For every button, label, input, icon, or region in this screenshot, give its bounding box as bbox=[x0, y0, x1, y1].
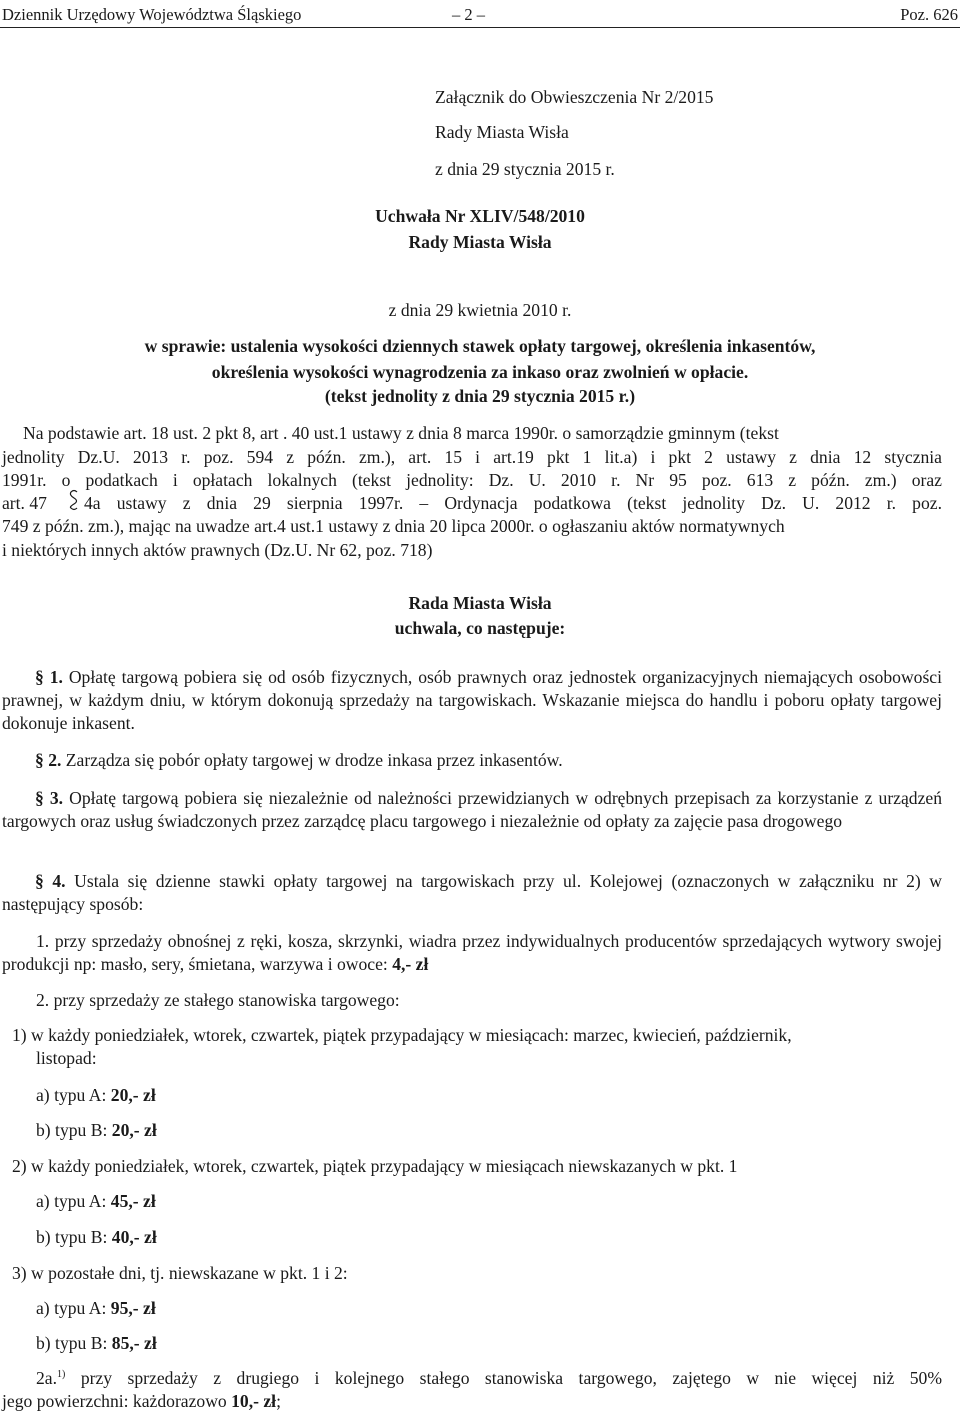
basis-line-2: jednolity Dz.U. 2013 r. poz. 594 z późn. zm.), art. 15 i art.19 pkt 1 lit.a) i pkt 2 ustawy z dnia 12 stycznia bbox=[2, 447, 942, 467]
rate-point-1 bbox=[2, 930, 942, 976]
annex-line-1: Załącznik do Obwieszczenia Nr 2/2015 bbox=[435, 87, 714, 107]
rate-item-2-a-label: a) typu A: bbox=[36, 1191, 107, 1211]
rate-item-1-a-label: a) typu A: bbox=[36, 1085, 107, 1105]
section-3-number: § 3. bbox=[35, 788, 64, 808]
resolution-council: Rady Miasta Wisła bbox=[408, 232, 552, 252]
rate-point-1-text: 1. przy sprzedaży obnośnej z ręki, kosza, skrzynki, wiadra przez indywidualnych producentów sprzedających wytwory swojej produkcji np: masło, sery, śmietana, warzywa i owoce: bbox=[2, 931, 942, 974]
rate-item-3-b bbox=[36, 1332, 157, 1355]
rate-item-1-cont: listopad: bbox=[36, 1048, 97, 1068]
rate-point-2a-cont bbox=[2, 1390, 281, 1413]
rate-point-2: 2. przy sprzedaży ze stałego stanowiska targowego: bbox=[36, 990, 400, 1010]
rate-item-3-a-amount: 95,- zł bbox=[110, 1298, 156, 1318]
rate-item-1-b-amount: 20,- zł bbox=[111, 1120, 157, 1140]
section-4-text: Ustala się dzienne stawki opłaty targowej na targowiskach przy ul. Kolejowej (oznaczonych w załączniku nr 2) w następujący sposób: bbox=[2, 871, 943, 914]
resolution-subject-1: w sprawie: ustalenia wysokości dziennych stawek opłaty targowej, określenia inkasentów, bbox=[144, 336, 816, 356]
rate-point-2a-end: ; bbox=[276, 1391, 281, 1411]
rate-item-3-b-amount: 85,- zł bbox=[111, 1333, 157, 1353]
rate-item-1-b bbox=[36, 1119, 157, 1142]
section-1-number: § 1. bbox=[35, 667, 63, 687]
header-divider bbox=[0, 27, 960, 28]
rate-item-2: 2) w każdy poniedziałek, wtorek, czwartek, piątek przypadający w miesiącach niewskazanych w pkt. 1 bbox=[12, 1156, 738, 1176]
rate-item-2-a-amount: 45,- zł bbox=[110, 1191, 156, 1211]
section-1-text: Opłatę targową pobiera się od osób fizycznych, osób prawnych oraz jednostek organizacyjnych niemających osobowości prawnej, w każdym dniu, w którym dokonują sprzedaży na targowiskach. Wskazanie miejsca do handlu i poboru opłaty targowej dokonuje inkasent. bbox=[2, 667, 942, 733]
section-4 bbox=[2, 870, 942, 916]
council-enacts: uchwala, co następuje: bbox=[394, 618, 566, 638]
section-4-number: § 4. bbox=[35, 871, 66, 891]
council-name: Rada Miasta Wisła bbox=[408, 593, 552, 613]
section-sign-icon bbox=[68, 489, 80, 517]
rate-item-2-a bbox=[36, 1190, 156, 1213]
page-number: – 2 – bbox=[452, 5, 485, 24]
rate-point-2a-number: 2a. bbox=[36, 1368, 58, 1388]
rate-item-3-a bbox=[36, 1297, 156, 1320]
basis-line-6: i niektórych innych aktów prawnych (Dz.U. Nr 62, poz. 718) bbox=[2, 540, 433, 560]
rate-item-1-a-amount: 20,- zł bbox=[110, 1085, 156, 1105]
basis-line-4: 4a ustawy z dnia 29 sierpnia 1997r. – Ordynacja podatkowa (tekst jednolity Dz. U. 2012 r. poz. bbox=[84, 493, 942, 513]
rate-point-2a-text: przy sprzedaży z drugiego i kolejnego stałego stanowiska targowego, zajętego w nie więcej niż 50% bbox=[80, 1368, 942, 1388]
resolution-subject-2: określenia wysokości wynagrodzenia za inkaso oraz zwolnień w opłacie. bbox=[211, 362, 749, 382]
basis-line-1: Na podstawie art. 18 ust. 2 pkt 8, art . 40 ust.1 ustawy z dnia 8 marca 1990r. o samorządzie gminnym (tekst bbox=[23, 423, 779, 443]
rate-point-2a-amount: 10,- zł bbox=[231, 1391, 277, 1411]
resolution-subject-3: (tekst jednolity z dnia 29 stycznia 2015 r.) bbox=[324, 386, 636, 406]
annex-line-3: z dnia 29 stycznia 2015 r. bbox=[435, 159, 615, 179]
rate-item-3: 3) w pozostałe dni, tj. niewskazane w pkt. 1 i 2: bbox=[12, 1263, 348, 1283]
section-2-text: Zarządza się pobór opłaty targowej w drodze inkasa przez inkasentów. bbox=[65, 750, 563, 770]
rate-point-1-amount: 4,- zł bbox=[392, 953, 429, 974]
rate-item-1: 1) w każdy poniedziałek, wtorek, czwartek, piątek przypadający w miesiącach: marzec, kwiecień, październik, bbox=[12, 1025, 792, 1045]
rate-item-2-b bbox=[36, 1226, 157, 1249]
running-header bbox=[0, 0, 960, 30]
journal-name: Dziennik Urzędowy Województwa Śląskiego bbox=[2, 5, 302, 24]
rate-item-2-b-amount: 40,- zł bbox=[111, 1227, 157, 1247]
section-2 bbox=[2, 749, 942, 772]
rate-item-1-b-label: b) typu B: bbox=[36, 1120, 108, 1140]
rate-point-2a-cont-text: jego powierzchni: każdorazowo bbox=[2, 1391, 227, 1411]
basis-line-3: 1991r. o podatkach i opłatach lokalnych (tekst jednolity: Dz. U. 2010 r. Nr 95 poz. 613 z późn. zm.) oraz bbox=[2, 470, 942, 490]
rate-item-2-b-label: b) typu B: bbox=[36, 1227, 108, 1247]
rate-point-2a bbox=[36, 1367, 942, 1390]
section-3 bbox=[2, 787, 942, 833]
rate-item-3-a-label: a) typu A: bbox=[36, 1298, 107, 1318]
footnote-marker[interactable]: 1) bbox=[57, 1369, 66, 1381]
basis-line-4-start: art. 47 bbox=[2, 493, 47, 513]
section-3-text: Opłatę targową pobiera się niezależnie od należności przewidzianych w odrębnych przepisach za korzystanie z urządzeń targowych oraz usług świadczonych przez zarządcę placu targowego i niezależnie od opłaty za zajęcie pasa drogowego bbox=[2, 788, 943, 831]
section-1 bbox=[2, 666, 942, 735]
annex-line-2: Rady Miasta Wisła bbox=[435, 122, 569, 142]
rate-item-1-a bbox=[36, 1084, 156, 1107]
rate-item-3-b-label: b) typu B: bbox=[36, 1333, 108, 1353]
position-number: Poz. 626 bbox=[900, 5, 958, 24]
resolution-title: Uchwała Nr XLIV/548/2010 bbox=[375, 206, 585, 226]
resolution-date: z dnia 29 kwietnia 2010 r. bbox=[388, 300, 572, 320]
section-2-number: § 2. bbox=[35, 750, 62, 770]
basis-line-5: 749 z późn. zm.), mając na uwadze art.4 ust.1 ustawy z dnia 20 lipca 2000r. o ogłaszaniu aktów normatywnych bbox=[2, 516, 785, 536]
